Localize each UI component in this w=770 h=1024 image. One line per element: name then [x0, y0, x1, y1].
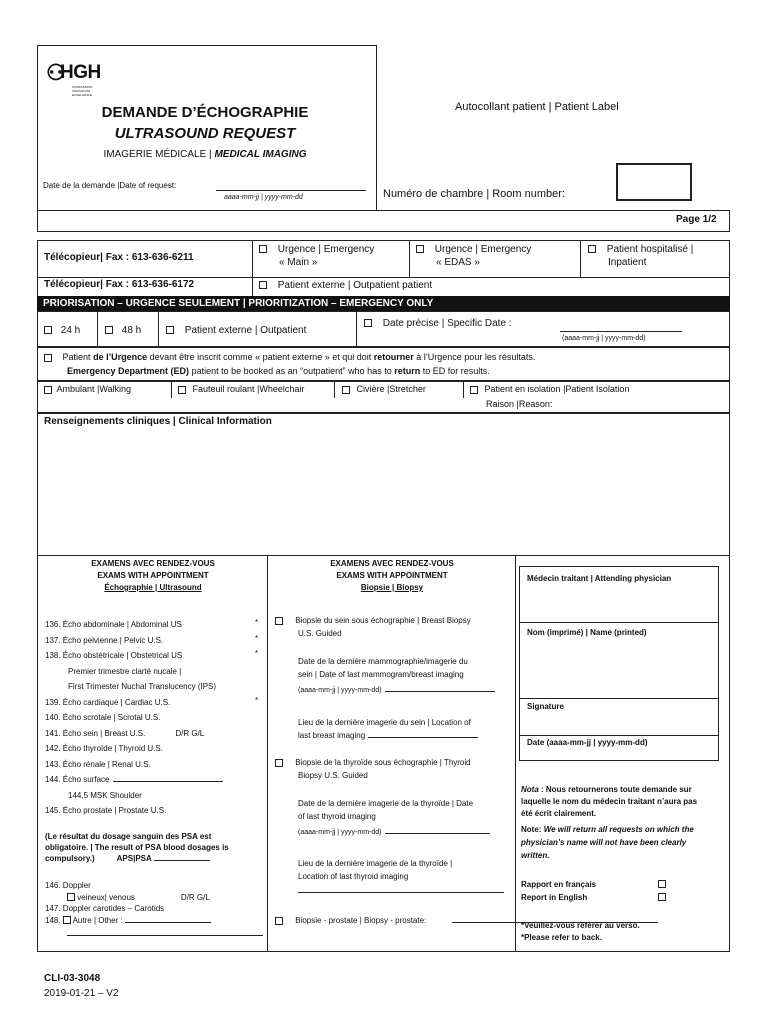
report-french-checkbox[interactable] — [658, 880, 666, 888]
exam-138[interactable]: 138. Écho obstétricale | Obstetrical US — [45, 651, 183, 660]
star-136: * — [255, 618, 259, 627]
prostate-biopsy-checkbox[interactable] — [275, 917, 283, 925]
walking-checkbox[interactable] — [44, 386, 52, 394]
report-language: Rapport en français Report in English — [521, 878, 681, 904]
isolation-checkbox[interactable] — [470, 386, 478, 394]
other-line-2[interactable] — [67, 926, 263, 936]
page-row — [37, 210, 730, 232]
nota-fr: Nota : Nous retournerons toute demande sur laquelle le nom du médecin traitant n’aura pas été écrit clairement. — [521, 785, 698, 818]
outpatient-patient-option[interactable]: Patient externe | Outpatient patient — [259, 280, 432, 291]
priority-specific-date[interactable]: Date précise | Specific Date : — [364, 318, 512, 329]
thyroid-date-line[interactable] — [385, 833, 490, 834]
priority-outpatient[interactable]: Patient externe | Outpatient — [166, 325, 306, 336]
priority-48h-checkbox[interactable] — [105, 326, 113, 334]
physician-date-label[interactable]: Date (aaaa-mm-jj | yyyy-mm-dd) — [527, 738, 648, 747]
thyroid-location: Lieu de la dernière imagerie de la thyroïde | Location of last thyroid imaging — [298, 857, 504, 897]
mid-exams-title: EXAMENS AVEC RENDEZ-VOUS EXAMS WITH APPOINTMENT Biopsie | Biopsy — [330, 559, 454, 592]
stretcher-checkbox[interactable] — [342, 386, 350, 394]
star-139: * — [255, 696, 259, 705]
breast-biopsy[interactable]: Biopsie du sein sous échographie | Breast Biopsy U.S. Guided — [275, 614, 471, 640]
thyroid-biopsy-checkbox[interactable] — [275, 759, 283, 767]
wheelchair-checkbox[interactable] — [178, 386, 186, 394]
priority-outpatient-checkbox[interactable] — [166, 326, 174, 334]
breast-location-line[interactable] — [368, 737, 478, 738]
isolation-reason[interactable]: Raison |Reason: — [486, 399, 553, 409]
emergency-main-checkbox[interactable] — [259, 245, 267, 253]
ed-patient-checkbox[interactable] — [44, 354, 52, 362]
venous-checkbox[interactable] — [67, 893, 75, 901]
thyroid-biopsy[interactable]: Biopsie de la thyroïde sous échographie | Thyroid Biopsy U.S. Guided — [275, 756, 471, 782]
request-date-line[interactable] — [216, 190, 366, 191]
exam-141[interactable]: 141. Écho sein | Breast U.S. D/R G/L — [45, 728, 205, 738]
exam-138-ips-en: First Trimester Nuchal Translucency (IPS) — [68, 682, 217, 691]
note-en: Note: We will return all requests on which the physician’s name will not have been clearly written. — [521, 825, 694, 860]
exam-136[interactable]: 136. Écho abdominale | Abdominal US — [45, 620, 182, 629]
logo-subtext: COMPASSION INNOVATION EXCELLENCE — [72, 85, 93, 97]
breast-location: Lieu de la dernière imagerie du sein | Location of last breast imaging — [298, 716, 478, 742]
specific-date-line[interactable] — [560, 331, 682, 332]
breast-side[interactable]: D/R G/L — [175, 728, 205, 738]
signature-label[interactable]: Signature — [527, 702, 564, 711]
priority-48h[interactable]: 48 h — [105, 325, 141, 336]
physician-box — [519, 566, 719, 761]
hgh-logo — [46, 60, 106, 100]
exam-144[interactable]: 144. Écho surface — [45, 772, 265, 788]
subtitle-fr: IMAGERIE MÉDICALE | — [103, 149, 212, 160]
wheelchair-option[interactable]: Fauteuil roulant |Wheelchair — [178, 384, 304, 394]
emergency-edas-checkbox[interactable] — [416, 245, 424, 253]
room-number-label: Numéro de chambre | Room number: — [383, 188, 565, 200]
exam-142[interactable]: 142. Écho thyroïde | Thyroid U.S. — [45, 744, 163, 753]
inpatient-option[interactable]: Patient hospitalisé | Inpatient — [588, 243, 693, 269]
logo-text: HGH — [60, 62, 101, 83]
exam-140[interactable]: 140. Écho scrotale | Scrotal U.S. — [45, 713, 161, 722]
title-en: ULTRASOUND REQUEST — [114, 125, 296, 142]
breast-biopsy-checkbox[interactable] — [275, 617, 283, 625]
other-checkbox[interactable] — [63, 916, 71, 924]
page-number: Page 1/2 — [676, 214, 717, 225]
patient-label: Autocollant patient | Patient Label — [455, 101, 619, 113]
priority-24h-checkbox[interactable] — [44, 326, 52, 334]
emergency-main-option[interactable]: Urgence | Emergency « Main » — [259, 243, 374, 269]
prostate-biopsy[interactable]: Biopsie - prostate | Biopsy - prostate: — [275, 910, 658, 927]
emergency-edas-option[interactable]: Urgence | Emergency « EDAS » — [416, 243, 531, 269]
subtitle-en: MEDICAL IMAGING — [214, 149, 307, 160]
star-138: * — [255, 649, 259, 658]
thyroid-date: Date de la dernière imagerie de la thyroïde | Date of last thyroid imaging (aaaa-mm-jj | yyyy-mm-dd) — [298, 797, 490, 839]
specific-date-checkbox[interactable] — [364, 319, 372, 327]
priority-header: PRIORISATION – URGENCE SEULEMENT | PRIORITIZATION – EMERGENCY ONLY — [37, 296, 730, 311]
exam-138-ips-fr: Premier trimestre clarté nucale | — [68, 666, 182, 676]
form-code: CLI-03-3048 — [44, 973, 101, 984]
ultrasound-list — [45, 617, 265, 819]
priority-24h[interactable]: 24 h — [44, 325, 80, 336]
star-137: * — [255, 634, 259, 643]
exam-147[interactable]: 147. Doppler carotides – Carotids — [45, 904, 165, 913]
exam-139[interactable]: 139. Écho cardiaque | Cardiac U.S. — [45, 697, 171, 707]
isolation-option[interactable]: Patient en isolation |Patient Isolation — [470, 384, 629, 394]
attending-physician-label[interactable]: Médecin traitant | Attending physician — [527, 574, 672, 583]
title-fr: DEMANDE D’ÉCHOGRAPHIE — [101, 104, 309, 121]
stretcher-option[interactable]: Civière |Stretcher — [342, 384, 426, 394]
printed-name-label[interactable]: Nom (imprimé) | Name (printed) — [527, 628, 647, 637]
surface-line[interactable] — [113, 781, 223, 782]
clinical-info-box[interactable] — [37, 413, 730, 556]
outpatient-patient-checkbox[interactable] — [259, 281, 267, 289]
subtitle — [60, 149, 350, 160]
thyroid-location-line[interactable] — [298, 883, 504, 893]
form-version: 2019-01-21 – V2 — [44, 988, 119, 999]
mammo-date: Date de la dernière mammographie/imagerie du sein | Date of last mammogram/breast imaging (aaaa-mm-jj | yyyy-mm-dd) — [298, 655, 495, 697]
specific-date-format: (aaaa-mm-jj | yyyy-mm-dd) — [562, 335, 646, 342]
ed-note-en: Emergency Department (ED) patient to be booked as an “outpatient” who has to return to ED for results. — [67, 366, 490, 376]
exam-144-5[interactable]: 144.5 MSK Shoulder — [68, 790, 142, 800]
room-number-box[interactable] — [616, 163, 692, 201]
other-line[interactable] — [125, 922, 211, 923]
psa-line[interactable] — [154, 860, 210, 861]
request-date-label: Date de la demande |Date of request: — [43, 181, 177, 190]
clinical-info-label: Renseignements cliniques | Clinical Information — [44, 416, 272, 427]
fax-number-2: Télécopieur| Fax : 613-636-6172 — [44, 279, 195, 290]
request-date-format: aaaa-mm-jj | yyyy-mm-dd — [224, 194, 303, 201]
exam-137[interactable]: 137. Écho pelvienne | Pelvic U.S. — [45, 635, 164, 645]
psa-note: (Le résultat du dosage sanguin des PSA est obligatoire. | The result of PSA blood dosages is compulsory.) APS|PSA — [45, 832, 229, 863]
exam-145[interactable]: 145. Écho prostate | Prostate U.S. — [45, 806, 167, 815]
report-english-checkbox[interactable] — [658, 893, 666, 901]
refer-back-note: *Veuillez-vous référer au verso. *Please refer to back. — [521, 921, 640, 942]
exam-143[interactable]: 143. Écho rénale | Renal U.S. — [45, 759, 151, 769]
inpatient-checkbox[interactable] — [588, 245, 596, 253]
walking-option[interactable]: Ambulant |Walking — [44, 384, 131, 394]
doppler-section: 146. Doppler veineux| venous D/R G/L 147. Doppler carotides – Carotids 148. Autre | Other : — [45, 880, 267, 940]
logo-icon: ⚇ — [46, 60, 66, 85]
left-exams-title: EXAMENS AVEC RENDEZ-VOUS EXAMS WITH APPOINTMENT Échographie | Ultrasound — [91, 559, 215, 592]
fax-number-1: Télécopieur| Fax : 613-636-6211 — [44, 252, 194, 263]
exam-146[interactable]: 146. Doppler — [45, 881, 91, 890]
ed-note-fr: Patient de l’Urgence devant être inscrit comme « patient externe » et qui doit retourner à l’Urgence pour les résultats. — [44, 352, 535, 362]
mammo-date-line[interactable] — [385, 691, 495, 692]
